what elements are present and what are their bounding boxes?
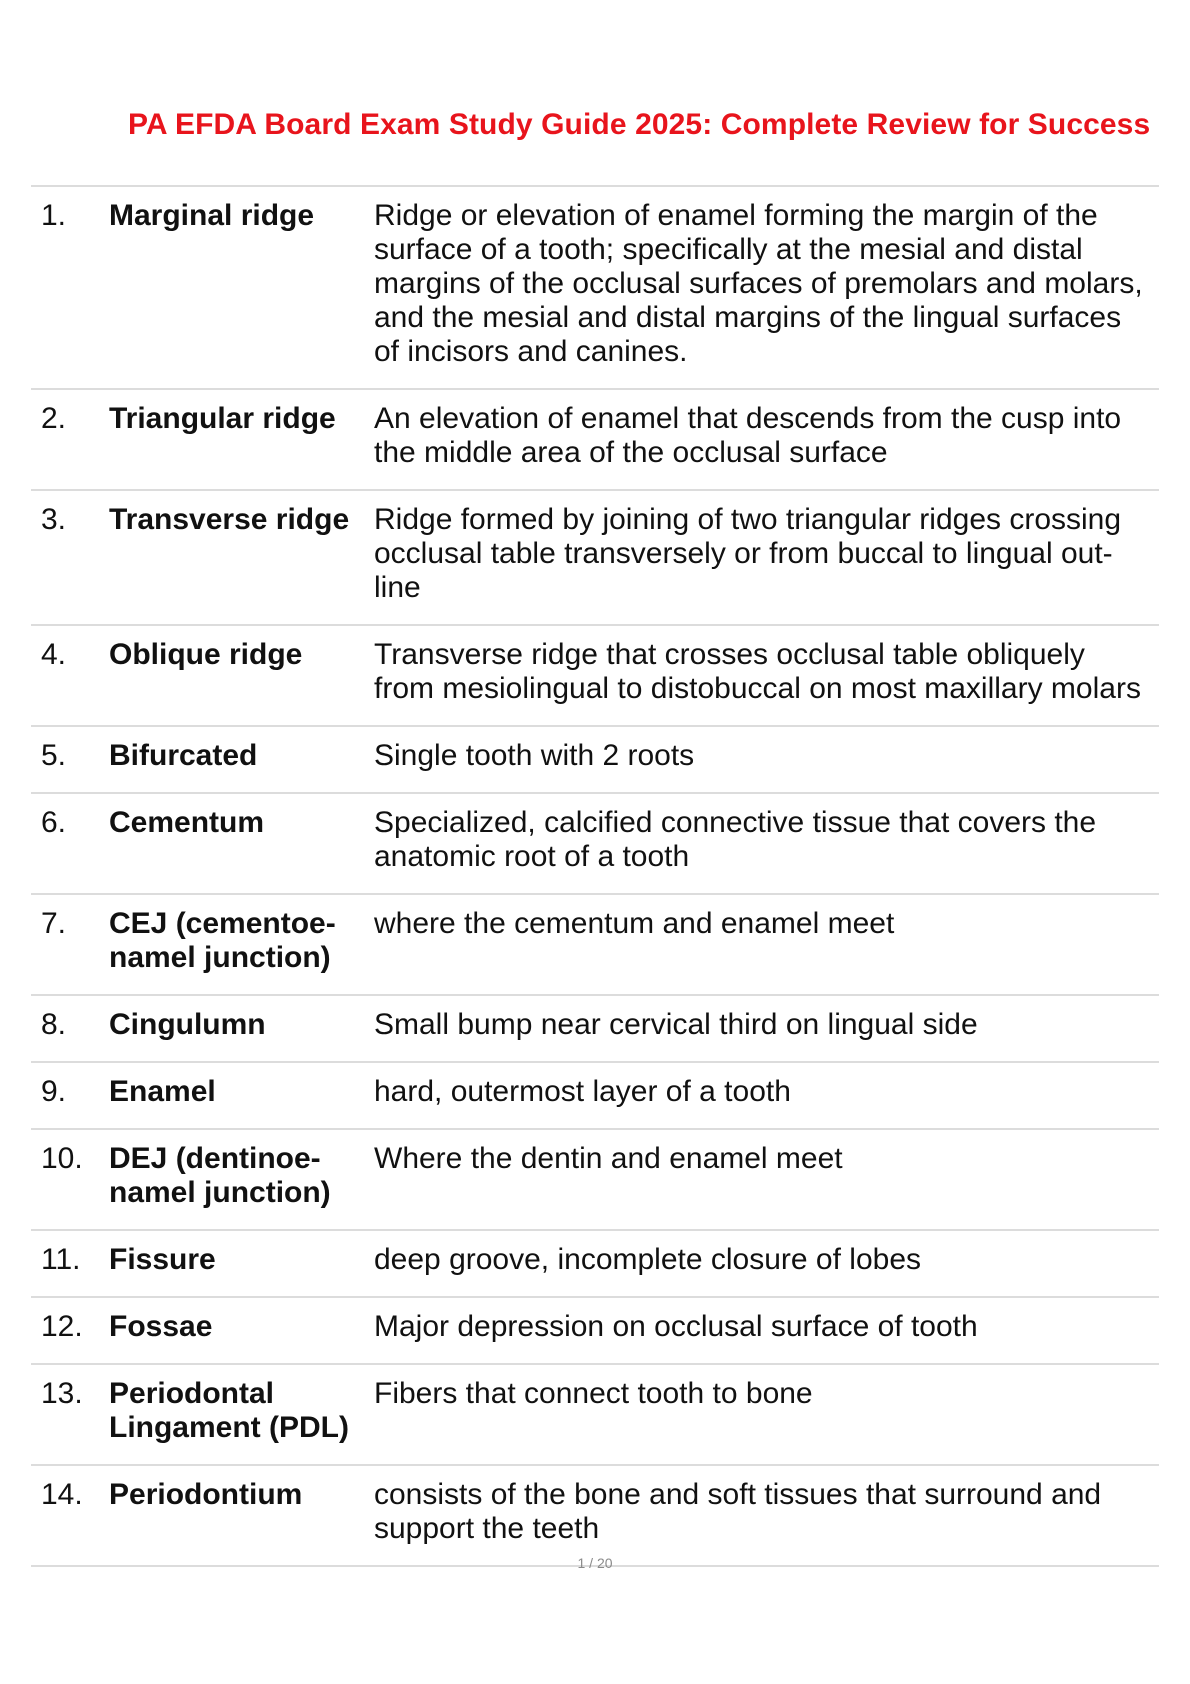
terms-table bbox=[31, 185, 1159, 1567]
term-definition: Ridge or elevation of enamel forming the margin of the surface of a tooth; specifically at the mesial and distal margins of the occlusal surfaces of premolars and molars, and the mesial and distal margins of the lingual surfaces of incisors and canines. bbox=[373, 186, 1159, 389]
term-number: 8. bbox=[31, 995, 108, 1062]
term-definition: hard, outermost layer of a tooth bbox=[373, 1062, 1159, 1129]
term-definition: Single tooth with 2 roots bbox=[373, 726, 1159, 793]
term-row bbox=[31, 1297, 1159, 1364]
term-row bbox=[31, 1129, 1159, 1230]
term-row bbox=[31, 995, 1159, 1062]
term-number: 4. bbox=[31, 625, 108, 726]
term-definition: Where the dentin and enamel meet bbox=[373, 1129, 1159, 1230]
term-name: Marginal ridge bbox=[108, 186, 373, 389]
term-name: Fossae bbox=[108, 1297, 373, 1364]
term-number: 12. bbox=[31, 1297, 108, 1364]
term-number: 9. bbox=[31, 1062, 108, 1129]
term-number: 1. bbox=[31, 186, 108, 389]
term-number: 7. bbox=[31, 894, 108, 995]
term-row bbox=[31, 186, 1159, 389]
term-number: 13. bbox=[31, 1364, 108, 1465]
term-definition: Ridge formed by joining of two triangular ridges crossing occlusal table transversely or from buccal to lingual out-line bbox=[373, 490, 1159, 625]
term-name: Cingulumn bbox=[108, 995, 373, 1062]
term-number: 14. bbox=[31, 1465, 108, 1566]
term-name: Enamel bbox=[108, 1062, 373, 1129]
term-name: Fissure bbox=[108, 1230, 373, 1297]
term-row bbox=[31, 1230, 1159, 1297]
term-name: Bifurcated bbox=[108, 726, 373, 793]
term-row bbox=[31, 1364, 1159, 1465]
term-number: 6. bbox=[31, 793, 108, 894]
page-number: 1 / 20 bbox=[577, 1555, 613, 1571]
term-name: Triangular ridge bbox=[108, 389, 373, 490]
term-number: 3. bbox=[31, 490, 108, 625]
term-number: 5. bbox=[31, 726, 108, 793]
term-name: Periodontal Lingament (PDL) bbox=[108, 1364, 373, 1465]
term-name: Cementum bbox=[108, 793, 373, 894]
term-row bbox=[31, 894, 1159, 995]
term-row bbox=[31, 490, 1159, 625]
term-number: 2. bbox=[31, 389, 108, 490]
term-definition: where the cementum and enamel meet bbox=[373, 894, 1159, 995]
term-definition: Specialized, calcified connective tissue that covers the anatomic root of a tooth bbox=[373, 793, 1159, 894]
term-definition: consists of the bone and soft tissues that surround and support the teeth bbox=[373, 1465, 1159, 1566]
term-definition: Major depression on occlusal surface of tooth bbox=[373, 1297, 1159, 1364]
term-name: DEJ (dentinoe-namel junction) bbox=[108, 1129, 373, 1230]
term-number: 11. bbox=[31, 1230, 108, 1297]
term-row bbox=[31, 1465, 1159, 1566]
term-row bbox=[31, 389, 1159, 490]
term-number: 10. bbox=[31, 1129, 108, 1230]
term-definition: Small bump near cervical third on lingual side bbox=[373, 995, 1159, 1062]
term-definition: Transverse ridge that crosses occlusal table obliquely from mesiolingual to distobuccal on most maxillary molars bbox=[373, 625, 1159, 726]
term-definition: deep groove, incomplete closure of lobes bbox=[373, 1230, 1159, 1297]
term-name: Periodontium bbox=[108, 1465, 373, 1566]
term-row bbox=[31, 1062, 1159, 1129]
term-row bbox=[31, 726, 1159, 793]
document-title: PA EFDA Board Exam Study Guide 2025: Complete Review for Success bbox=[128, 108, 1151, 141]
term-name: Oblique ridge bbox=[108, 625, 373, 726]
term-row bbox=[31, 625, 1159, 726]
term-name: Transverse ridge bbox=[108, 490, 373, 625]
term-name: CEJ (cementoe-namel junction) bbox=[108, 894, 373, 995]
term-definition: An elevation of enamel that descends from the cusp into the middle area of the occlusal surface bbox=[373, 389, 1159, 490]
term-row bbox=[31, 793, 1159, 894]
term-definition: Fibers that connect tooth to bone bbox=[373, 1364, 1159, 1465]
